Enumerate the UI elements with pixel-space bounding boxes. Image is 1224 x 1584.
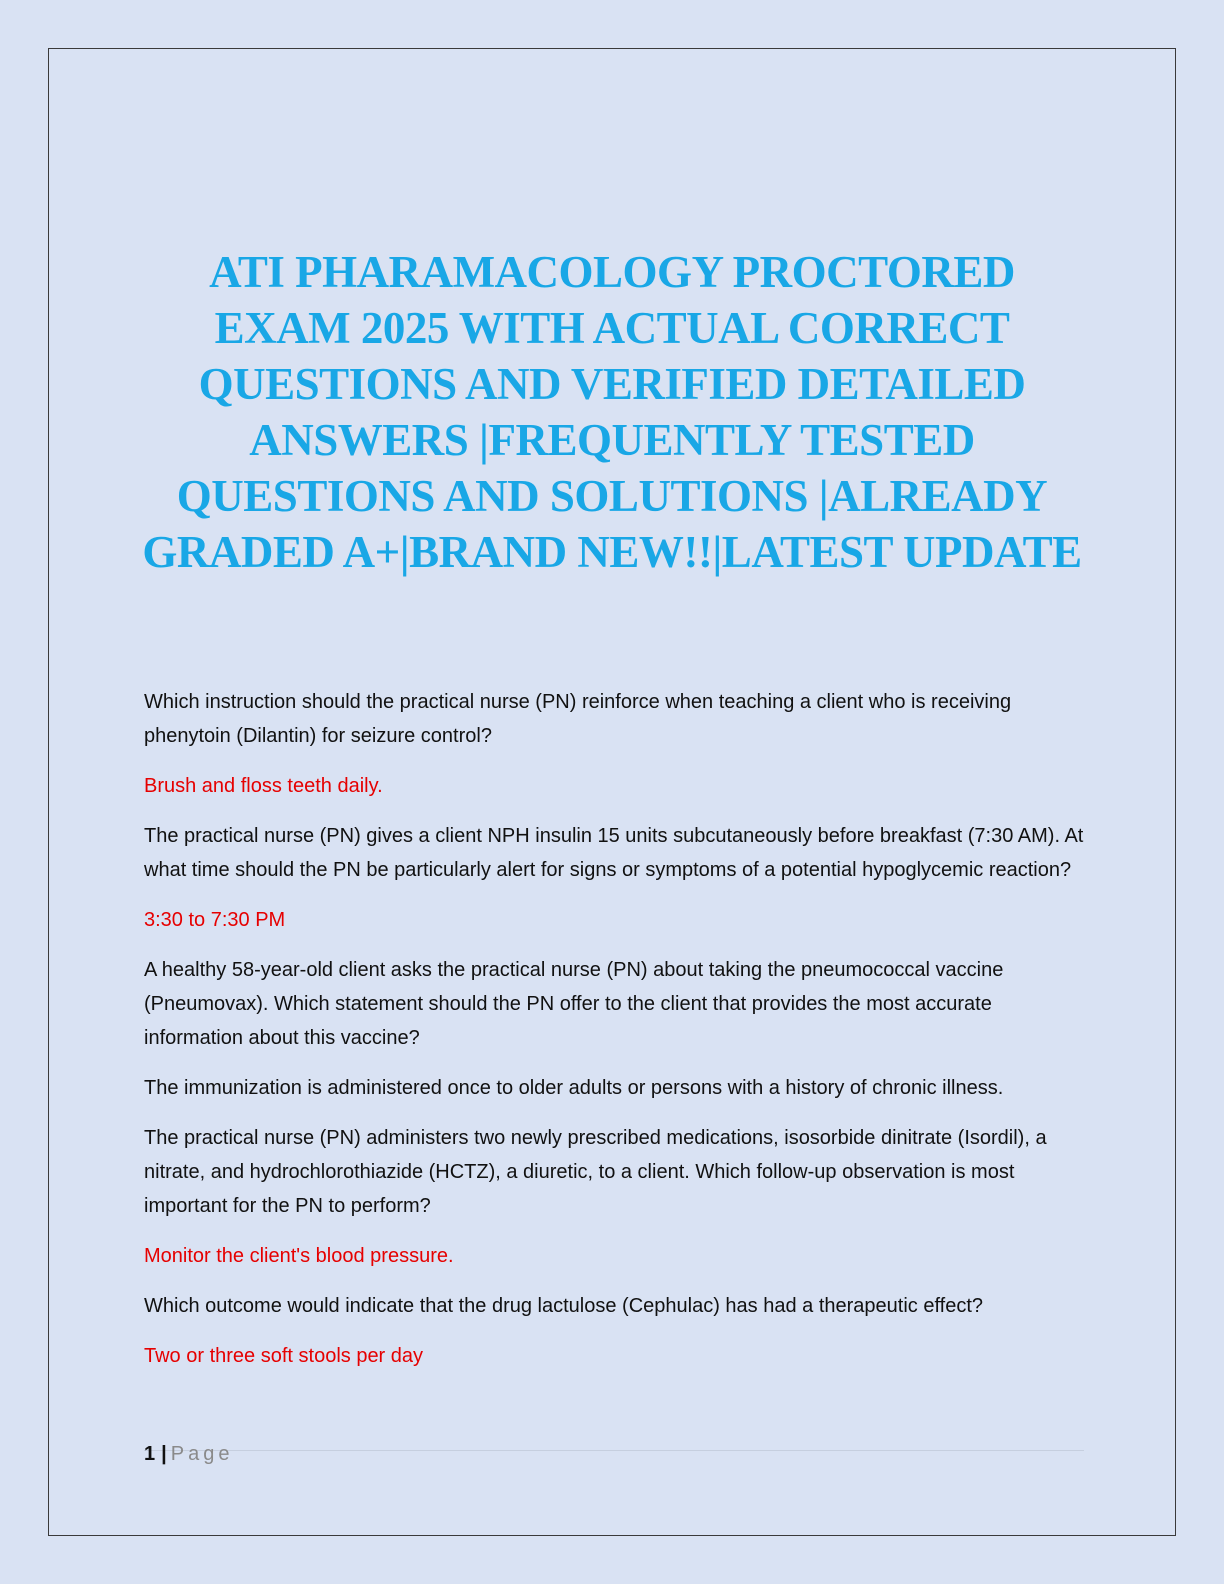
page-footer bbox=[144, 1442, 233, 1466]
document-title: ATI PHARAMACOLOGY PROCTORED EXAM 2025 WITH ACTUAL CORRECT QUESTIONS AND VERIFIED DETAILED ANSWERS |FREQUENTLY TESTED QUESTIONS AND SOLUTIONS |ALREADY GRADED A+|BRAND NEW!!|LATEST UPDATE bbox=[142, 247, 1082, 577]
page-number: 1 bbox=[144, 1443, 156, 1465]
page-label: Page bbox=[170, 1443, 234, 1465]
footer-separator: | bbox=[161, 1443, 167, 1465]
question-3: A healthy 58-year-old client asks the practical nurse (PN) about taking the pneumococcal vaccine (Pneumovax). Which statement should the PN offer to the client that provides the most accurate information about this vaccine? bbox=[144, 959, 1004, 1049]
question-4: The practical nurse (PN) administers two newly prescribed medications, isosorbide dinitrate (Isordil), a nitrate, and hydrochlorothiazide (HCTZ), a diuretic, to a client. Which follow-up observation is most important for the PN to perform? bbox=[144, 1127, 1047, 1217]
question-2: The practical nurse (PN) gives a client NPH insulin 15 units subcutaneously before breakfast (7:30 AM). At what time should the PN be particularly alert for signs or symptoms of a potential hypoglycemic reaction? bbox=[144, 825, 1084, 881]
answer-4: Monitor the client's blood pressure. bbox=[144, 1245, 454, 1267]
answer-1: Brush and floss teeth daily. bbox=[144, 775, 383, 797]
qa-content bbox=[144, 685, 1084, 1389]
question-5: Which outcome would indicate that the drug lactulose (Cephulac) has had a therapeutic effect? bbox=[144, 1295, 984, 1317]
answer-2: 3:30 to 7:30 PM bbox=[144, 909, 286, 931]
answer-3: The immunization is administered once to older adults or persons with a history of chronic illness. bbox=[144, 1077, 1004, 1099]
answer-5: Two or three soft stools per day bbox=[144, 1345, 424, 1367]
question-1: Which instruction should the practical nurse (PN) reinforce when teaching a client who is receiving phenytoin (Dilantin) for seizure control? bbox=[144, 691, 1012, 747]
footer-rule bbox=[144, 1450, 1084, 1451]
